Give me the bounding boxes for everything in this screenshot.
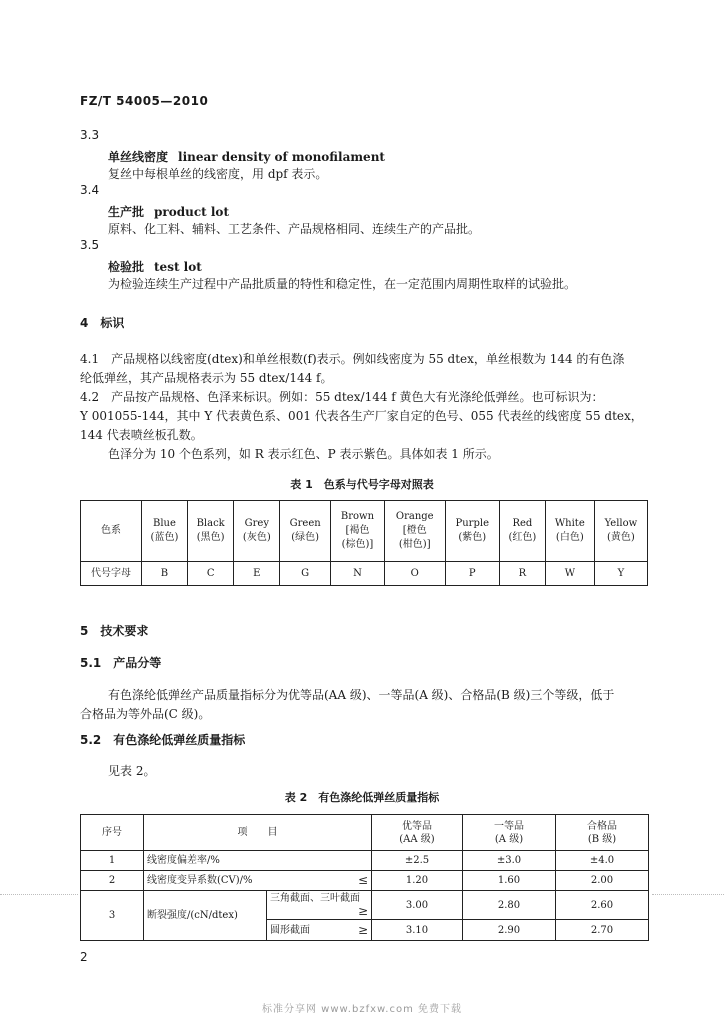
section-5-heading: 5 技术要求 [80,624,149,638]
cell-a: 1.60 [463,871,556,891]
paragraph-color: 色泽分为 10 个色系列，如 R 表示红色、P 表示紫色。具体如表 1 所示。 [108,447,499,461]
header-item: 项 目 [144,815,372,851]
paragraph-5-2: 见表 2。 [108,764,156,778]
watermark-footer: 标准分享网 www.bzfxw.com 免费下载 [262,1004,462,1015]
table-row [81,562,648,586]
paragraph-4-1: 4.1 产品规格以线密度(dtex)和单丝根数(f)表示。例如线密度为 55 dtex，单丝根数为 144 的有色涤 [80,352,625,366]
table-row [81,871,649,891]
term-title [108,146,385,165]
cell-aa: 3.00 [372,891,463,920]
term-number: 3.5 [80,238,100,252]
color-cell: White (白色) [545,501,594,562]
header-b: 合格品 (B 级) [556,815,649,851]
scan-smudge [0,894,78,895]
code-cell: O [384,562,445,586]
color-cell: Yellow (黄色) [594,501,647,562]
term-definition: 复丝中每根单丝的线密度，用 dpf 表示。 [108,167,328,181]
cell-item: 断裂强度/(cN/dtex) [144,891,267,941]
cell-aa: 3.10 [372,920,463,941]
code-cell: R [499,562,545,586]
code-cell: W [545,562,594,586]
table-row [81,501,648,562]
code-cell: P [445,562,499,586]
cell-subitem: 三角截面、三叶截面 ≥ [267,891,372,920]
cell-b: 2.60 [556,891,649,920]
term-cn: 检验批 [108,260,145,274]
color-cell: Black (黑色) [187,501,233,562]
color-cell: Orange [橙色 (柑色)] [384,501,445,562]
header-aa: 优等品 (AA 级) [372,815,463,851]
term-cn: 单丝线密度 [108,150,169,164]
header-seq: 序号 [81,815,144,851]
table-1-caption: 表 1 色系与代号字母对照表 [290,478,434,491]
code-cell: N [331,562,385,586]
cell-aa: 1.20 [372,871,463,891]
term-en: product lot [154,205,229,219]
paragraph-4-2: 4.2 产品按产品规格、色泽来标识。例如：55 dtex/144 f 黄色大有光涤纶低弹丝。也可标识为： [80,390,604,404]
cell-b: ±4.0 [556,851,649,871]
cell-b: 2.00 [556,871,649,891]
table-row [81,891,649,920]
header-a: 一等品 (A 级) [463,815,556,851]
term-en: linear density of monofilament [178,150,385,164]
code-cell: C [187,562,233,586]
paragraph-5-1-cont: 合格品为等外品(C 级)。 [80,707,211,721]
term-title [108,256,202,275]
paragraph-5-1: 有色涤纶低弹丝产品质量指标分为优等品(AA 级)、一等品(A 级)、合格品(B 级)三个等级，低于 [108,688,615,702]
section-5-1-heading: 5.1 产品分等 [80,656,162,670]
term-title [108,201,229,220]
cell-item: 线密度偏差率/% [144,851,372,871]
quality-index-table [80,814,649,941]
color-code-table [80,500,648,586]
color-cell: Grey (灰色) [234,501,280,562]
table-header-row [81,815,649,851]
color-cell: Purple (紫色) [445,501,499,562]
paragraph-4-2-cont: Y 001055-144，其中 Y 代表黄色系、001 代表各生产厂家自定的色号、055 代表丝的线密度 55 dtex， [80,409,643,423]
term-number: 3.3 [80,128,100,142]
table-row [81,851,649,871]
cell-seq: 1 [81,851,144,871]
section-4-heading: 4 标识 [80,316,125,330]
row-header: 色系 [81,501,142,562]
cell-a: 2.90 [463,920,556,941]
standard-code: FZ/T 54005—2010 [80,94,209,108]
cell-a: ±3.0 [463,851,556,871]
page-number: 2 [80,950,88,964]
table-2-caption: 表 2 有色涤纶低弹丝质量指标 [284,791,440,804]
section-5-2-heading: 5.2 有色涤纶低弹丝质量指标 [80,733,246,747]
row-header: 代号字母 [81,562,142,586]
cell-seq: 2 [81,871,144,891]
cell-item: 线密度变异系数(CV)/% ≤ [144,871,372,891]
paragraph-4-2-cont: 144 代表喷丝板孔数。 [80,428,203,442]
scan-smudge [652,894,724,895]
color-cell: Red (红色) [499,501,545,562]
code-cell: B [142,562,188,586]
cell-subitem: 圆形截面 ≥ [267,920,372,941]
code-cell: Y [594,562,647,586]
color-cell: Green (绿色) [280,501,331,562]
term-number: 3.4 [80,183,100,197]
color-cell: Blue (蓝色) [142,501,188,562]
term-en: test lot [154,260,202,274]
term-cn: 生产批 [108,205,145,219]
term-definition: 原料、化工料、辅料、工艺条件、产品规格相同、连续生产的产品批。 [108,222,481,236]
paragraph-4-1-cont: 纶低弹丝，其产品规格表示为 55 dtex/144 f。 [80,371,333,385]
cell-b: 2.70 [556,920,649,941]
code-cell: G [280,562,331,586]
term-definition: 为检验连续生产过程中产品批质量的特性和稳定性，在一定范围内周期性取样的试验批。 [108,277,577,291]
cell-seq: 3 [81,891,144,941]
cell-a: 2.80 [463,891,556,920]
cell-aa: ±2.5 [372,851,463,871]
code-cell: E [234,562,280,586]
color-cell: Brown [褐色 (棕色)] [331,501,385,562]
